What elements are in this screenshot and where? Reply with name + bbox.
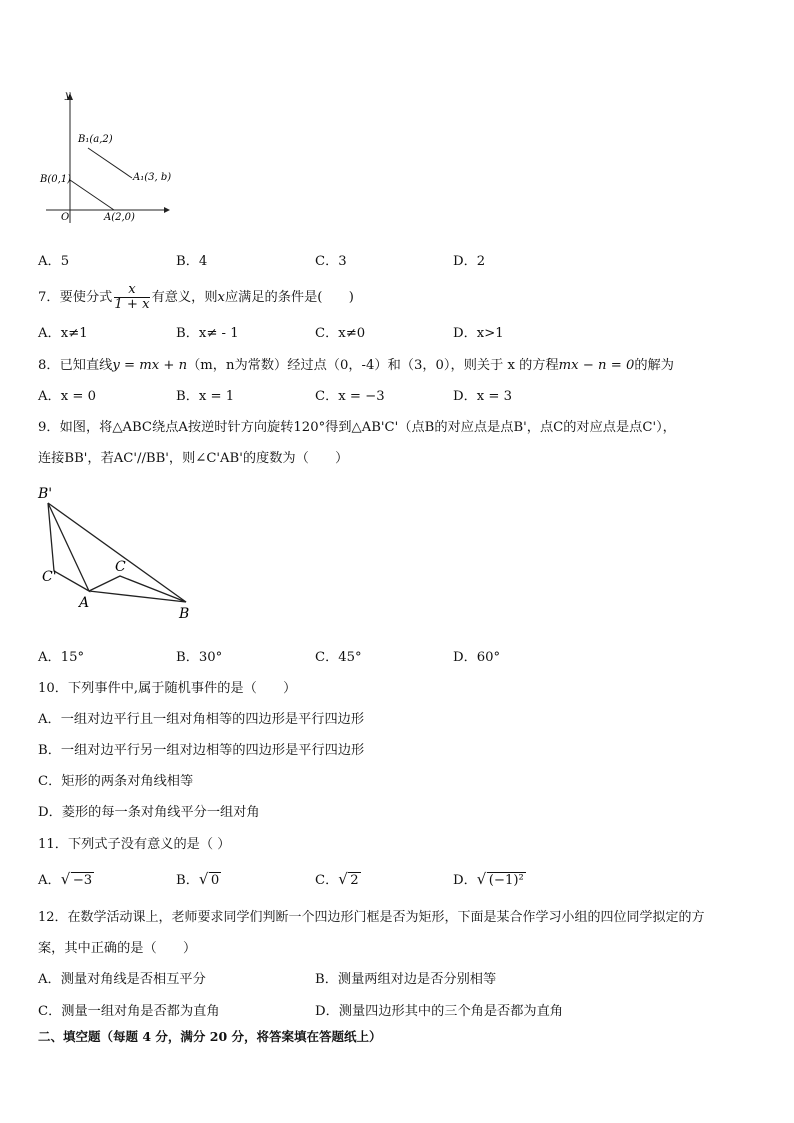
q8-prefix: 8．已知直线 [38,358,113,373]
q11-option-b-sqrt: √ 0 [198,870,220,888]
q11-option-c-sqrt: √ 2 [338,870,359,888]
q7-prefix: 7．要使分式 [38,290,113,305]
q10-option-b: B．一组对边平行另一组对边相等的四边形是平行四边形 [38,743,365,758]
q8-option-d: D．x = 3 [453,389,513,404]
q9-option-b: B．30° [176,650,223,665]
b-label: B [179,606,190,622]
q7-stem [38,283,354,312]
q6-option-d: D．2 [453,254,486,269]
q11-option-b-radicand: 0 [210,873,220,888]
q7-frac-den: 1 + x [114,297,150,312]
q11-option-c [315,869,361,888]
q8-suffix: 的解为 [634,358,674,373]
q10-option-a: A．一组对边平行且一组对角相等的四边形是平行四边形 [38,712,365,727]
a-label: A(2,0) [104,212,135,223]
q12-stem-line1: 12．在数学活动课上，老师要求同学们判断一个四边形门框是否为矩形，下面是某合作学习小组的四位同学拟定的方 [38,910,705,925]
section-heading: 二、填空题（每题 4 分，满分 20 分，将答案填在答题纸上） [38,1029,382,1044]
y-axis-label: y [65,90,71,101]
q12-option-c: C．测量一组对角是否都为直角 [38,1004,220,1019]
q12-option-b: B．测量两组对边是否分别相等 [315,972,497,987]
q6-option-b: B．4 [176,254,208,269]
q10-option-c: C．矩形的两条对角线相等 [38,774,194,789]
q9-option-d: D．60° [453,650,501,665]
triangle-rotation-figure [36,478,206,623]
q8-option-c: C．x = −3 [315,389,385,404]
cprime-label: C' [42,569,57,585]
q8-option-b: B．x = 1 [176,389,235,404]
q10-option-d: D．菱形的每一条对角线平分一组对角 [38,805,260,820]
q11-option-b-label: B． [176,873,199,888]
q7-fraction [114,283,149,312]
q10-stem: 10．下列事件中,属于随机事件的是（ ） [38,681,297,696]
c-label: C [115,559,126,575]
a1-label: A₁(3, b) [133,172,172,183]
q8-option-a: A．x = 0 [38,389,96,404]
q7-suffix2: 应满足的条件是( ) [224,290,354,305]
q6-option-c: C．3 [315,254,347,269]
q12-option-d: D．测量四边形其中的三个角是否都为直角 [315,1004,563,1019]
q8-equation: y = mx + n [112,358,188,373]
q9-option-a: A．15° [38,650,85,665]
q12-option-a: A．测量对角线是否相互平分 [38,972,206,987]
bprime-label: B' [38,486,53,502]
q11-option-b [176,869,221,888]
q7-suffix: 有意义，则 [151,290,218,305]
q11-option-a [38,869,94,888]
q7-var: x [217,290,225,305]
q11-option-c-radicand: 2 [350,873,359,888]
q7-option-b: B．x≠ - 1 [176,326,239,341]
q7-option-d: D．x>1 [453,326,504,341]
q9-option-c: C．45° [315,650,362,665]
q8-mid: （m，n为常数）经过点（0，-4）和（3，0），则关于 x 的方程 [187,358,559,373]
q11-option-d-label: D． [453,873,477,888]
q6-option-a: A．5 [38,254,70,269]
q11-option-a-radicand: −3 [72,873,93,888]
q7-frac-num: x [114,283,149,298]
q11-option-a-sqrt: √ −3 [60,870,93,888]
q12-stem-line2: 案，其中正确的是（ ） [38,941,197,956]
q11-option-d [453,869,526,888]
b1-label: B₁(a,2) [78,134,113,145]
q11-option-d-radicand: (−1)² [488,873,524,888]
q11-option-d-sqrt: √ (−1)² [476,870,524,888]
q11-stem: 11．下列式子没有意义的是（ ） [38,837,231,852]
q9-stem-line2: 连接BB'，若AC'//BB'，则∠C'AB'的度数为（ ） [38,451,349,466]
a-label: A [79,595,90,611]
q9-stem-line1: 9．如图，将△ABC绕点A按逆时针方向旋转120°得到△AB'C'（点B的对应点是点B'，点C的对应点是点C'）， [38,420,676,435]
q7-option-c: C．x≠0 [315,326,366,341]
b-label: B(0,1) [40,174,72,185]
q11-option-a-label: A． [38,873,61,888]
q11-option-c-label: C． [315,873,339,888]
coordinate-figure [36,88,186,228]
origin-label: O [61,212,70,223]
q8-stem [38,354,674,373]
q7-option-a: A．x≠1 [38,326,88,341]
q8-equation2: mx − n = 0 [558,358,635,373]
